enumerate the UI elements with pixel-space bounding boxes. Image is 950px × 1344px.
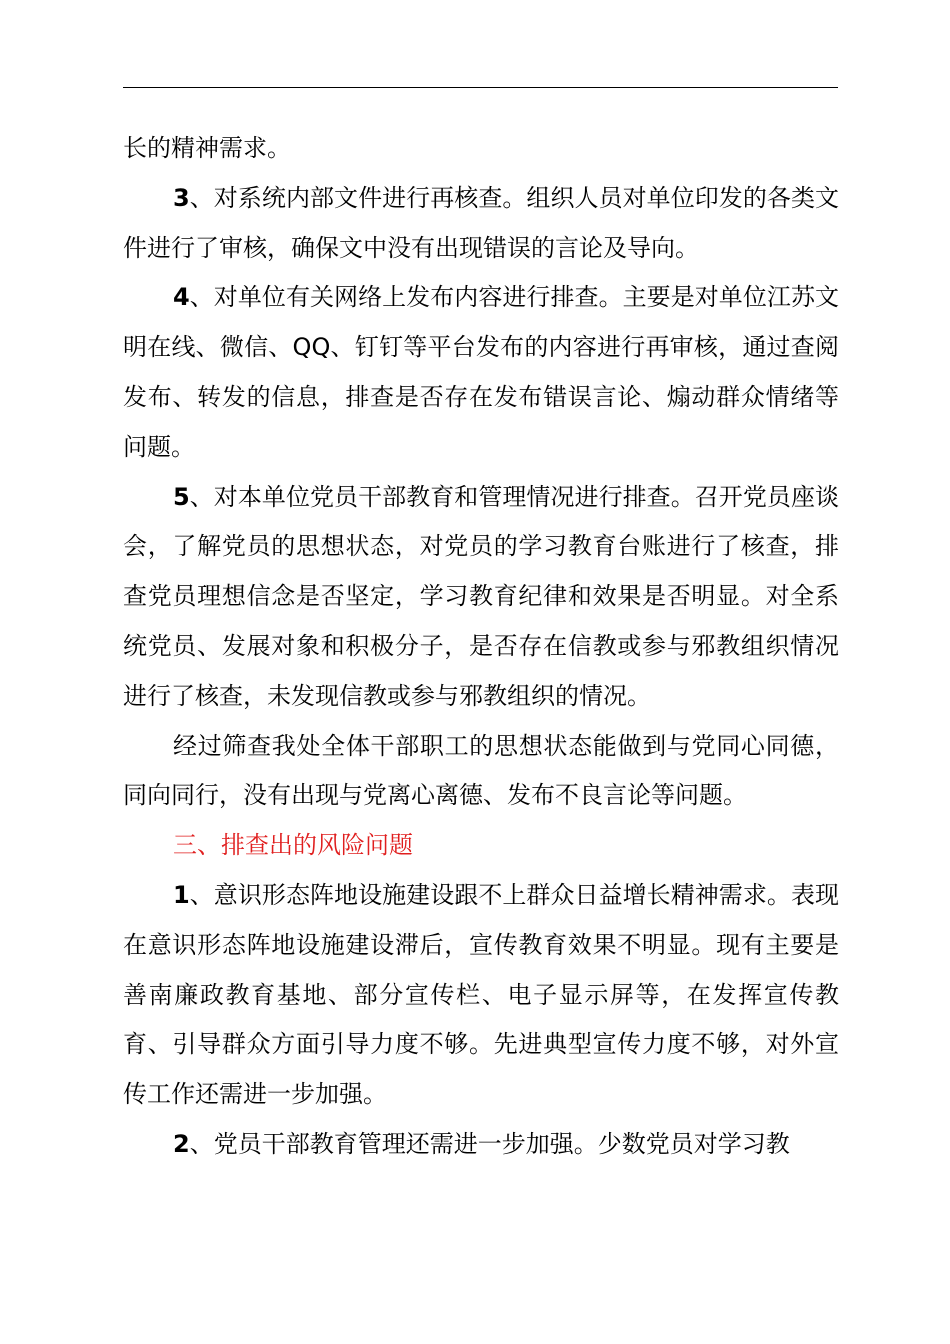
paragraph-item-5: [123, 473, 839, 722]
paragraph-item-3: [123, 174, 839, 274]
paragraph-text: 、对本单位党员干部教育和管理情况进行排查。召开党员座谈会，了解党员的思想状态，对党员的学习教育台账进行了核查，排查党员理想信念是否坚定，学习教育纪律和效果是否明显。对全系统党员、发展对象和积极分子，是否存在信教或参与邪教组织情况进行了核查，未发现信教或参与邪教组织的情况。: [123, 482, 839, 710]
paragraph-continuation: [123, 124, 839, 174]
paragraph-risk-2: [123, 1120, 839, 1170]
item-number: 3: [173, 183, 190, 212]
item-number: 5: [173, 482, 190, 511]
header-rule: [123, 87, 838, 88]
paragraph-item-4: [123, 273, 839, 472]
paragraph-text: 、对系统内部文件进行再核查。组织人员对单位印发的各类文件进行了审核，确保文中没有出现错误的言论及导向。: [123, 183, 839, 262]
document-body: [123, 124, 839, 1170]
paragraph-text: 、党员干部教育管理还需进一步加强。少数党员对学习教: [189, 1129, 790, 1158]
section-heading: [123, 821, 839, 871]
paragraph-summary: [123, 722, 839, 822]
paragraph-text: 经过筛查我处全体干部职工的思想状态能做到与党同心同德，同向同行，没有出现与党离心离德、发布不良言论等问题。: [123, 731, 839, 810]
heading-text: 三、排查出的风险问题: [173, 831, 413, 860]
paragraph-text: 、意识形态阵地设施建设跟不上群众日益增长精神需求。表现在意识形态阵地设施建设滞后，宣传教育效果不明显。现有主要是善南廉政教育基地、部分宣传栏、电子显示屏等，在发挥宣传教育、引导群众方面引导力度不够。先进典型宣传力度不够，对外宣传工作还需进一步加强。: [123, 880, 839, 1109]
item-number: 1: [173, 880, 190, 909]
paragraph-text: 、对单位有关网络上发布内容进行排查。主要是对单位江苏文明在线、微信、QQ、钉钉等平台发布的内容进行再审核，通过查阅发布、转发的信息，排查是否存在发布错误言论、煽动群众情绪等问题。: [123, 283, 839, 461]
paragraph-text: 长的精神需求。: [123, 134, 291, 162]
paragraph-risk-1: [123, 871, 839, 1120]
item-number: 4: [173, 283, 190, 312]
item-number: 2: [173, 1129, 190, 1158]
